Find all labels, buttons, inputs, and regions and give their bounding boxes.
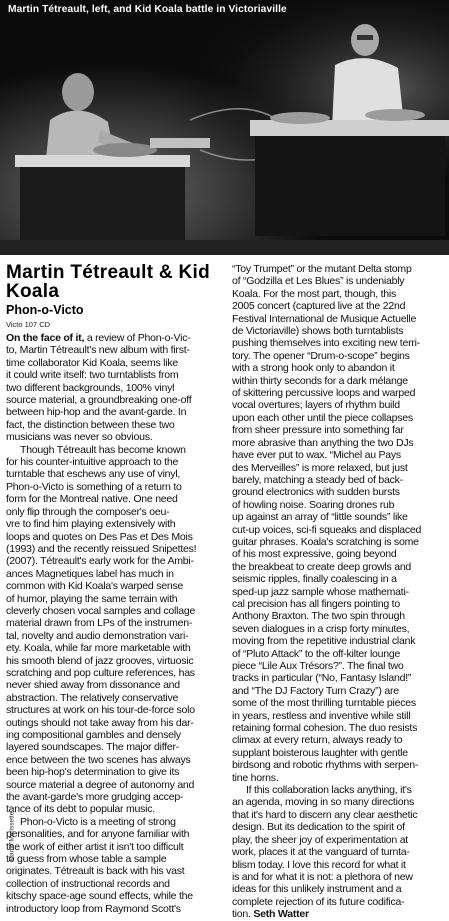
text-line: fact, the distinction between these two	[6, 418, 175, 431]
text-line: guitar phrases. Koala's scratching is some	[232, 535, 419, 548]
text-line: ety. Koala, while far more marketable with	[6, 642, 191, 655]
text-line: kitschy space-age sound effects, while the	[6, 890, 193, 903]
text-line: ence between the two scenes has always	[6, 753, 191, 766]
text-line: material drawn from LPs of the instrumen-	[6, 617, 193, 630]
text-line: originates. Tétreault is back with his vast	[6, 865, 185, 878]
text-line: de Victoriaville) shows both turntablists	[232, 325, 404, 338]
text-line: scratching and pop culture references, has	[6, 666, 195, 679]
text-line: of his most expressive, going beyond	[232, 548, 397, 561]
text-line: pushing themselves into exciting new terri-	[232, 337, 420, 350]
text-line: vocal overtures; layers of rhythm build	[232, 399, 400, 412]
text-line: the breakbeat to create deep growls and	[232, 560, 412, 573]
text-line: of howling noise. Soaring drones rub	[232, 498, 395, 511]
text-line: moving from the repetitive industrial clank	[232, 635, 416, 648]
text-line: in years, restless and inventive while still	[232, 709, 411, 722]
text-line: of skittering percussive loops and warped	[232, 387, 416, 400]
review-column-left	[6, 332, 224, 915]
text-line: ideas for this unlikely instrument and a	[232, 883, 402, 896]
photo-illustration	[0, 0, 449, 255]
text-line: it could write itself: two turntablists from	[6, 369, 179, 382]
text-line: up against an array of “little sounds” like	[232, 511, 408, 524]
text-line: Anthony Braxton. The two spin through	[232, 610, 405, 623]
text-line: introductory loop from Raymond Scott's	[6, 902, 181, 915]
text-line: turntable that eschews any use of vinyl,	[6, 468, 181, 481]
text-line: Phon-o-Victo is a meeting of strong	[20, 815, 176, 828]
photo-credit: Martin Morissette	[8, 811, 16, 862]
text-line: seven dialogues in a crisp forty minutes,	[232, 622, 410, 635]
album-title: Phon-o-Victo	[6, 303, 84, 317]
text-line: only flip through the composer's oeu-	[6, 505, 170, 518]
text-line: piece “Lile Aux Trésors?”. The final two	[232, 660, 404, 672]
text-line: work, places it at the vanguard of turnta-	[232, 846, 410, 859]
text-line: the work of either artist it isn't too difficult	[6, 840, 184, 853]
text-line: the avant-garde's more grudging accep-	[6, 791, 184, 804]
label-catalog: Victo 107 CD	[6, 320, 51, 329]
text-line: 2005 concert (captured live at the 22nd	[232, 300, 406, 313]
text-line: that it's hard to discern any clear aesthetic	[232, 808, 418, 821]
text-line: tion. Seth Watter	[232, 908, 309, 921]
text-line: If this collaboration lacks anything, it's	[246, 784, 412, 797]
text-line: outings should not take away from his dar-	[6, 716, 194, 729]
text-line: design. But its dedication to the spirit of	[232, 821, 405, 834]
text-line: time collaborator Kid Koala, seems like	[6, 356, 178, 369]
text-line: Phon-o-Victo is something of a return to	[6, 480, 182, 493]
text-line: Festival International de Musique Actuelle	[232, 312, 417, 325]
text-line: Koala. For the most part, though, this	[232, 287, 397, 300]
text-line: climax at every return, always ready to	[232, 734, 403, 747]
text-line: from sheer pressure into something far	[232, 424, 404, 437]
text-line: of “Godzilla et Les Blues” is undeniably	[232, 275, 405, 288]
text-line: never shied away from dissonance and	[6, 679, 180, 692]
text-line: personalities, and for anyone familiar with	[6, 828, 190, 841]
text-line: tine horns.	[232, 771, 279, 784]
text-line: musicians was never so obvious.	[6, 431, 153, 444]
text-line: for his counter-intuitive approach to the	[6, 456, 179, 469]
text-line: des Merveilles” is more relaxed, but just	[232, 461, 408, 474]
text-line: sped-up jazz sample whose mathemati-	[232, 585, 409, 598]
text-line: to guess from whose table a sample	[6, 853, 167, 866]
lead-in: On the face of it,	[6, 332, 87, 344]
text-line: source material, a groundbreaking one-off	[6, 394, 192, 407]
text-line: between hip-hop and the avant-garde. In	[6, 406, 187, 419]
text-line: ances Magnetiques label has much in	[6, 567, 174, 580]
text-line: ground electronics with sudden bursts	[232, 486, 400, 499]
concert-photo	[0, 0, 449, 255]
text-line: seismic ripples, finally coalescing in a	[232, 573, 397, 586]
text-line: “Toy Trumpet” or the mutant Delta stomp	[232, 263, 412, 275]
text-line: more abrasive than anything the two DJs	[232, 436, 414, 449]
text-line: cut-up voices, sci-fi squeaks and displaced	[232, 523, 422, 536]
text-line: Though Tétreault has become known	[20, 443, 186, 456]
text-line: with a strong hook only to abandon it	[232, 362, 395, 375]
text-line: layered soundscapes. The major differ-	[6, 741, 180, 754]
text-line: some of the most thrilling turntable pieces	[232, 697, 416, 710]
text-line: blism today. I love this record for what it	[232, 858, 406, 871]
text-line: structures at work on his tour-de-force solo	[6, 704, 195, 717]
text-line: vre to find him playing extensively with	[6, 518, 176, 531]
photo-caption: Martin Tétreault, left, and Kid Koala battle in Victoriaville	[8, 4, 287, 15]
text-line: supplant boisterous laughter with gentle	[232, 746, 408, 759]
review-title: Martin Tétreault & Kid Koala	[6, 262, 211, 302]
text-line: retaining formal cohesion. The duo resists	[232, 722, 418, 735]
text-line: tance of its debt to popular music.	[6, 803, 155, 816]
text-line: within thirty seconds for a dark mélange	[232, 374, 408, 387]
text-line: play, the sheer joy of experimentation at	[232, 833, 408, 846]
review-column-right	[232, 263, 444, 921]
text-line: birdsong and robotic rhythms with serpen-	[232, 759, 419, 772]
text-line: collection of instructional records and	[6, 877, 170, 890]
text-line: two different backgrounds, 100% vinyl	[6, 381, 175, 394]
text-line: have ever put to wax. “Michel au Pays	[232, 449, 401, 462]
text-line: is and for what it is not: a plethora of new	[232, 870, 413, 883]
text-line: of humor, playing the same terrain with	[6, 592, 178, 605]
text-line: tory. The opener “Drum-o-scope” begins	[232, 349, 410, 362]
text-line: and “The DJ Factory Turn Crazy”) are	[232, 684, 399, 697]
text-line: his smooth blend of jazz grooves, virtuosic	[6, 654, 194, 667]
text-line: upon each other until the piece collapses	[232, 411, 413, 424]
text-line	[6, 332, 224, 344]
text-line: been hip-hop's determination to give its	[6, 766, 180, 779]
text-line: common with Kid Koala's warped sense	[6, 580, 184, 593]
text-line: form for the Montreal native. One need	[6, 493, 178, 506]
byline: Seth Watter	[250, 908, 309, 921]
text-line: of “Pluto Attack” to the off-kilter lounge	[232, 647, 401, 660]
text-line: tracks in particular (“No, Fantasy Island!”	[232, 672, 412, 685]
text-line: an agenda, moving in so many directions	[232, 796, 414, 809]
text-line: ing compositional gambles and densely	[6, 729, 181, 741]
text-line: to, Martin Tétreault's new album with first-	[6, 344, 190, 357]
text-line: cleverly chosen vocal samples and collage	[6, 604, 196, 617]
text-line: abstraction. The relatively conservative	[6, 691, 179, 704]
text-line: complete rejection of its future codifica-	[232, 895, 405, 908]
text-line: cal precision has all fingers pointing to	[232, 597, 400, 610]
text-line: barely, matching a steady bed of back-	[232, 473, 403, 486]
text-line: loops and quotes on Des Pas et Des Mois	[6, 530, 193, 543]
text-line: tal, novelty and audio demonstration vari-	[6, 629, 189, 642]
lead-rest: a review of Phon-o-Vic-	[86, 332, 191, 344]
text-line: (1993) and the recently reissued Snipettes!	[6, 542, 197, 555]
text-line: (2007). Tétreault's early work for the Ambi-	[6, 555, 194, 568]
text-line: source material a degree of autonomy and	[6, 778, 195, 791]
